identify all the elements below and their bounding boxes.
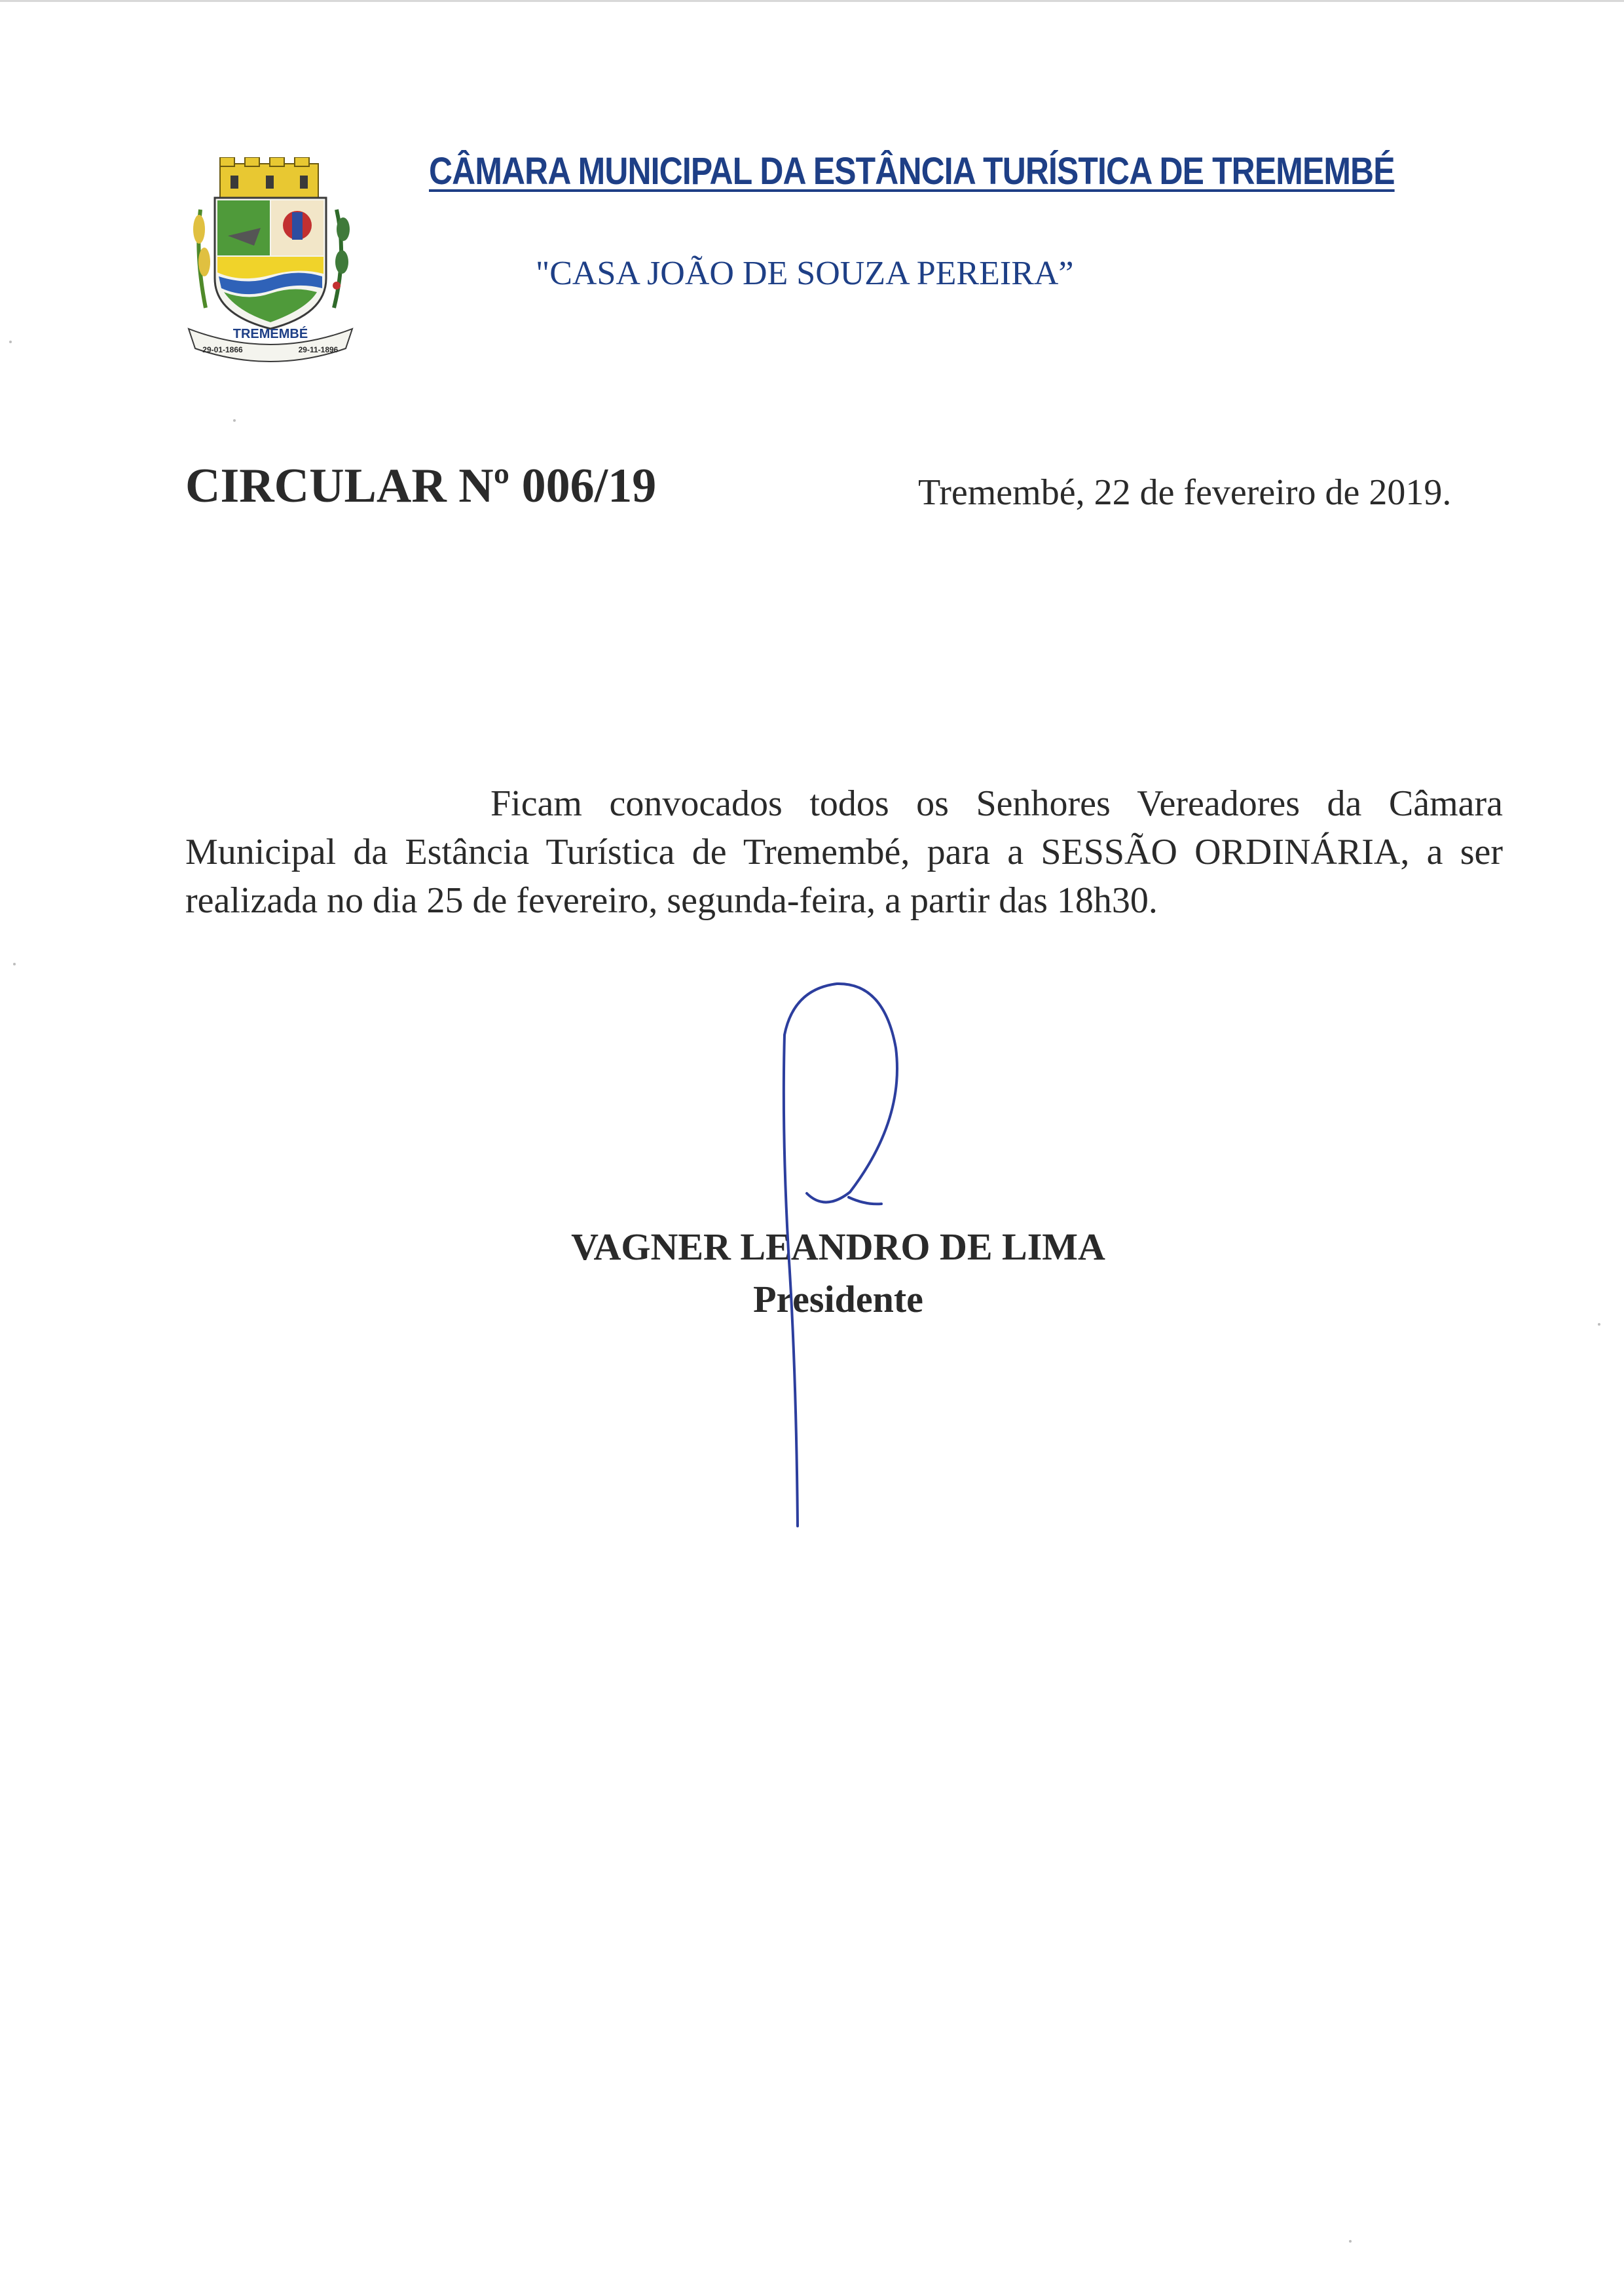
- signer-role: Presidente: [753, 1278, 923, 1320]
- organization-name: CÂMARA MUNICIPAL DA ESTÂNCIA TURÍSTICA DE TREMEMBÉ: [429, 150, 1395, 193]
- signer-name: VAGNER LEANDRO DE LIMA: [571, 1225, 1105, 1268]
- scan-speck: [9, 341, 12, 343]
- crest-right-date: 29-11-1896: [298, 345, 339, 354]
- circular-date: Tremembé, 22 de fevereiro de 2019.: [918, 472, 1452, 513]
- scan-speck: [233, 419, 236, 422]
- coat-of-arms-icon: [182, 157, 359, 367]
- organization-motto: "CASA JOÃO DE SOUZA PEREIRA”: [536, 255, 1074, 292]
- crest-banner-text: TREMEMBÉ: [232, 327, 308, 341]
- convocation-paragraph: Ficam convocados todos os Senhores Vereadores da Câmara Municipal da Estância Turística de Tremembé, para a SESSÃO ORDINÁRIA, a ser realizada no dia 25 de fevereiro, segunda-feira, a partir das 18h30.: [185, 783, 1503, 921]
- scan-speck: [1598, 1323, 1600, 1326]
- handwritten-signature: [720, 976, 982, 1533]
- scan-speck: [13, 963, 16, 965]
- crest-left-date: 29-01-1866: [202, 345, 243, 354]
- circular-title: CIRCULAR Nº 006/19: [185, 459, 657, 513]
- page-top-rule: [0, 0, 1624, 2]
- scan-speck: [1349, 2240, 1352, 2243]
